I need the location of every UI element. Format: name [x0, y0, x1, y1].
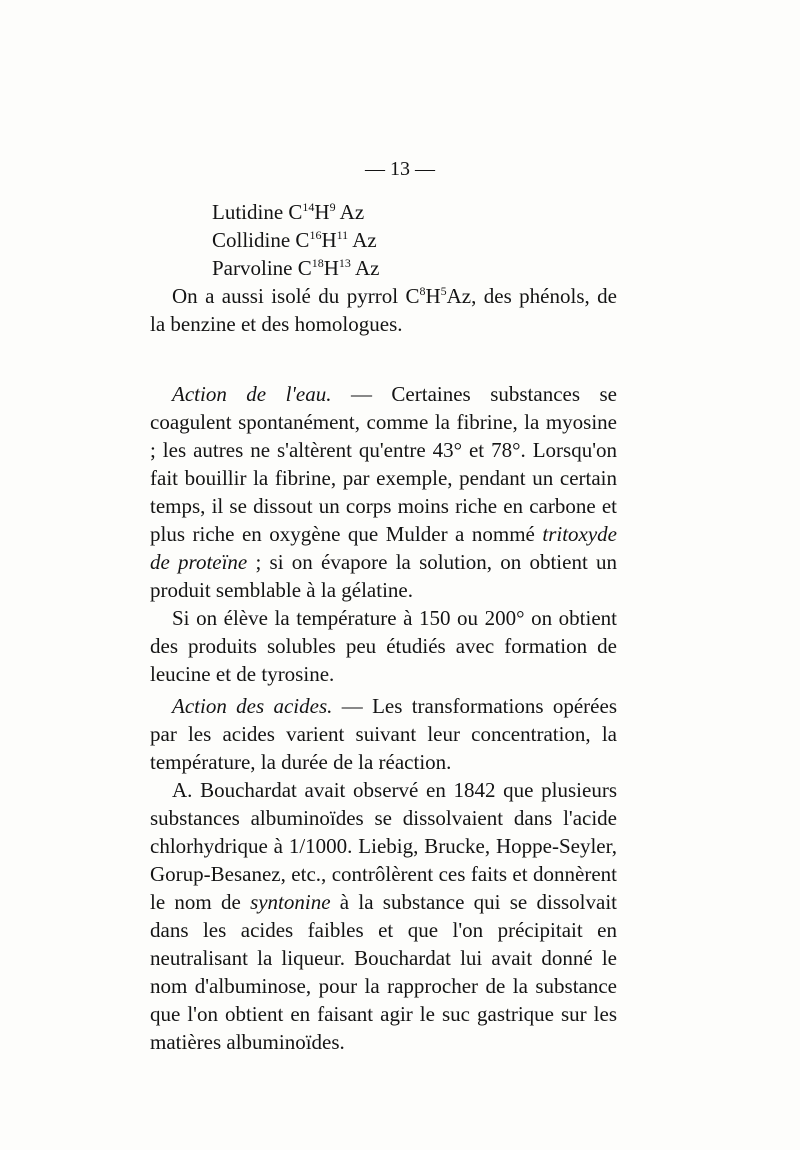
water-paragraph-2: Si on élève la température à 150 ou 200° on obtient des produits solubles peu étudiés avec formation de leucine et de tyrosine.: [150, 606, 617, 686]
section-acids: [150, 692, 617, 1056]
intro-paragraph: On a aussi isolé du pyrrol $C^8H^5Az$, des phénols, de la benzine et des homologues.: [150, 284, 617, 336]
section-water: [150, 380, 617, 688]
acids-paragraph-1: Action des acides. — Les transformations opérées par les acides varient suivant leur concentration, la température, la durée de la réaction.: [150, 694, 617, 774]
acids-paragraph-2: A. Bouchardat avait observé en 1842 que plusieurs substances albuminoïdes se dissolvaient dans l'acide chlorhydrique à 1/1000. Liebig, Brucke, Hoppe-Seyler, Gorup-Besanez, etc., contrôlèrent ces faits et donnèrent le nom de syntonine à la substance qui se dissolvait dans les acides faibles et que l'on précipitait en neutralisant la liqueur. Bouchardat lui avait donné le nom d'albuminose, pour la rapprocher de la substance que l'on obtient en faisant agir le suc gastrique sur les matières albuminoïdes.: [150, 778, 617, 1054]
section-heading-water: Action de l'eau.: [172, 382, 332, 406]
formula-parvoline: Parvoline $C^{18}H^{13}$ Az: [212, 256, 380, 280]
page-number: — 13 —: [365, 158, 435, 180]
formula-lutidine: Lutidine $C^{14}H^9$ Az: [212, 200, 365, 224]
formula-collidine: Collidine $C^{16}H^{11}$ Az: [212, 228, 377, 252]
section-heading-acids: Action des acides.: [172, 694, 333, 718]
water-paragraph-1: Action de l'eau. — Certaines substances se coagulent spontanément, comme la fibrine, la myosine ; les autres ne s'altèrent qu'entre 43° et 78°. Lorsqu'on fait bouillir la fibrine, par exemple, pendant un certain temps, il se dissout un corps moins riche en carbone et plus riche en oxygène que Mulder a nommé tritoxyde de proteïne ; si on évapore la solution, on obtient un produit semblable à la gélatine.: [150, 382, 618, 602]
